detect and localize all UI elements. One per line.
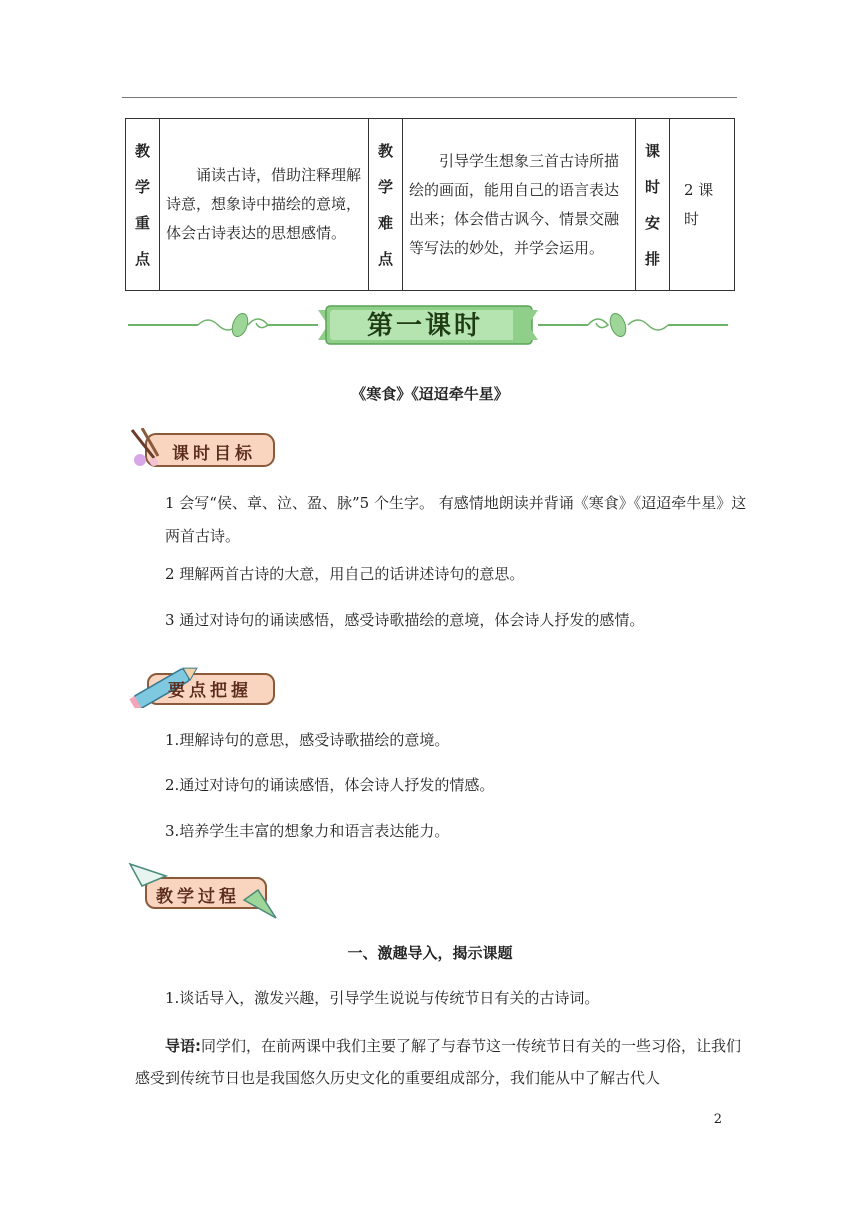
- guide-text: 同学们，在前两课中我们主要了解了与春节这一传统节日有关的一些习俗，让我们感受到传统节日也是我国悠久历史文化的重要组成部分，我们能从中了解古代人: [135, 1037, 742, 1087]
- schedule-label: 课 时 安 排: [636, 119, 670, 291]
- guide-paragraph: [135, 1030, 750, 1094]
- goal-item-3: 3 通过对诗句的诵读感悟，感受诗歌描绘的意境，体会诗人抒发的感情。: [165, 611, 645, 629]
- focus-label: 教 学 重 点: [126, 119, 160, 291]
- points-badge-label: 要点把握: [168, 681, 252, 701]
- section-heading-1: 一、激趣导入，揭示课题: [347, 944, 513, 962]
- guide-label: 导语:: [165, 1037, 201, 1055]
- point-item-2: 2.通过对诗句的诵读感悟，体会诗人抒发的情感。: [165, 776, 495, 794]
- focus-text: 诵读古诗，借助注释理解诗意，想象诗中描绘的意境，体会古诗表达的思想感情。: [160, 119, 369, 291]
- difficulty-label: 教 学 难 点: [369, 119, 403, 291]
- process-badge-label: 教学过程: [156, 887, 240, 907]
- header-rule: [122, 97, 737, 98]
- difficulty-text: 引导学生想象三首古诗所描绘的画面，能用自己的语言表达出来；体会借古讽今、情景交融等写法的妙处，并学会运用。: [403, 119, 636, 291]
- page-number: 2: [713, 1112, 722, 1127]
- step-1: 1.谈话导入，激发兴趣，引导学生说说与传统节日有关的古诗词。: [165, 989, 600, 1007]
- banner-title: 第一课时: [366, 311, 483, 341]
- goal-item-2: 2 理解两首古诗的大意，用自己的话讲述诗句的意思。: [165, 565, 525, 583]
- point-item-1: 1.理解诗句的意思，感受诗歌描绘的意境。: [165, 731, 450, 749]
- goal-item-1: 1 会写“侯、章、泣、盈、脉”5 个生字。 有感情地朗读并背诵《寒食》《迢迢牵牛星》这两首古诗。: [165, 494, 747, 545]
- lesson-title: 《寒食》《迢迢牵牛星》: [351, 385, 509, 403]
- point-item-3: 3.培养学生丰富的想象力和语言表达能力。: [165, 822, 450, 840]
- goals-badge-label: 课时目标: [172, 444, 256, 464]
- teaching-info-table: [125, 118, 735, 291]
- schedule-text: 2 课时: [670, 119, 735, 291]
